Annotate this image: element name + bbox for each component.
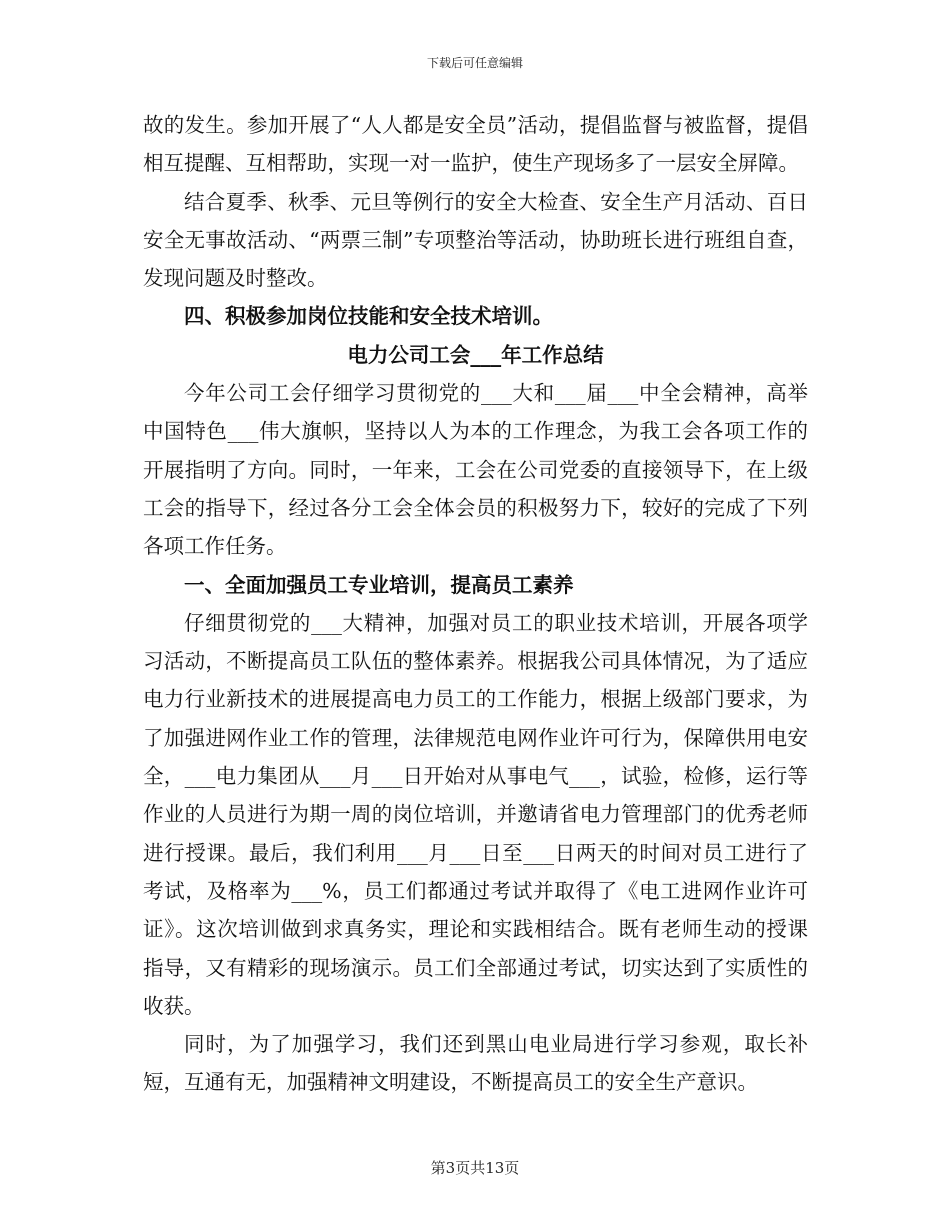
paragraph-training: 仔细贯彻党的___大精神，加强对员工的职业技术培训，开展各项学习活动，不断提高员工队伍的整体素养。根据我公司具体情况，为了适应电力行业新技术的进展提高电力员工的工作能力，根据上级部门要求，为了加强进网作业工作的管理，法律规范电网作业许可行为，保障供用电安全，___电力集团从___月___日开始对从事电气___，试验，检修，运行等作业的人员进行为期一周的岗位培训，并邀请省电力管理部门的优秀老师进行授课。最后，我们利用___月___日至___日两天的时间对员工进行了考试，及格率为___%，员工们都通过考试并取得了《电工进网作业许可证》。这次培训做到求真务实，理论和实践相结合。既有老师生动的授课指导，又有精彩的现场演示。员工们全部通过考试，切实达到了实质性的收获。 [143, 610, 808, 1018]
document-body [143, 106, 808, 1102]
paragraph-intro: 今年公司工会仔细学习贯彻党的___大和___届___中全会精神，高举中国特色___伟大旗帜，坚持以人为本的工作理念，为我工会各项工作的开展指明了方向。同时，一年来，工会在公司党委的直接领导下，在上级工会的指导下，经过各分工会全体会员的积极努力下，较好的完成了下列各项工作任务。 [143, 381, 808, 559]
paragraph-continuation: 故的发生。参加开展了“人人都是安全员”活动，提倡监督与被监督，提倡相互提醒、互相帮助，实现一对一监护，使生产现场多了一层安全屏障。 [143, 113, 808, 176]
paragraph-safety-inspection: 结合夏季、秋季、元旦等例行的安全大检查、安全生产月活动、百日安全无事故活动、“两票三制”专项整治等活动，协助班长进行班组自查，发现问题及时整改。 [143, 189, 808, 291]
document-title: 电力公司工会___年工作总结 [347, 342, 604, 367]
section-heading-four: 四、积极参加岗位技能和安全技术培训。 [184, 304, 553, 329]
paragraph-study-visit: 同时，为了加强学习，我们还到黑山电业局进行学习参观，取长补短，互通有无，加强精神文明建设，不断提高员工的安全生产意识。 [143, 1032, 808, 1095]
page-footer: 第3页共13页 [430, 1159, 520, 1177]
section-heading-one: 一、全面加强员工专业培训，提高员工素养 [184, 572, 574, 597]
page-header: 下载后可任意编辑 [426, 56, 523, 70]
